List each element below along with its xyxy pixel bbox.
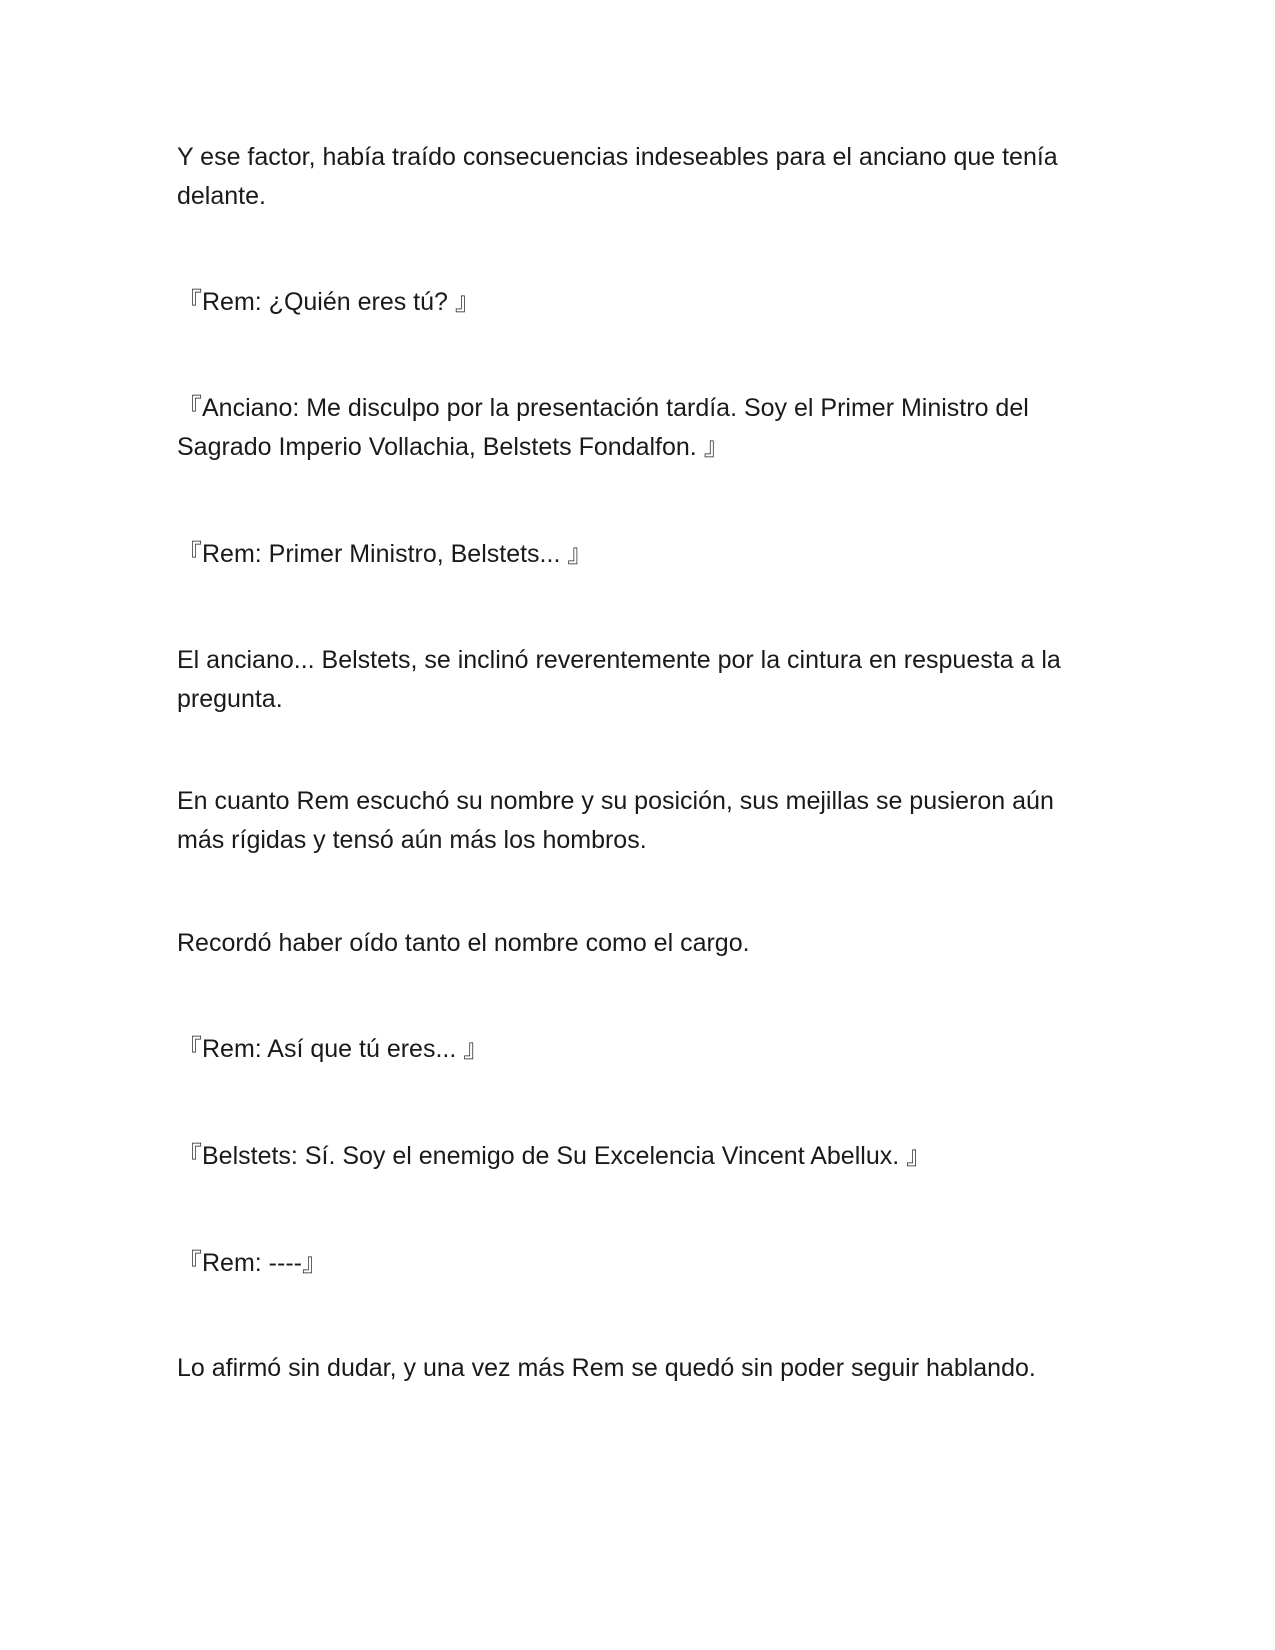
paragraph-narration: Lo afirmó sin dudar, y una vez más Rem se quedó sin poder seguir hablando. bbox=[177, 1354, 1036, 1382]
paragraph-dialogue: 『Rem: Así que tú eres... 』 bbox=[177, 1035, 489, 1063]
paragraph-dialogue: 『Rem: Primer Ministro, Belstets... 』 bbox=[177, 540, 593, 568]
paragraph-dialogue: 『Rem: ¿Quién eres tú? 』 bbox=[177, 288, 480, 316]
paragraph-dialogue: 『Belstets: Sí. Soy el enemigo de Su Excelencia Vincent Abellux. 』 bbox=[177, 1142, 932, 1170]
paragraph-narration: Recordó haber oído tanto el nombre como el cargo. bbox=[177, 929, 750, 957]
paragraph-dialogue: 『Anciano: Me disculpo por la presentación tardía. Soy el Primer Ministro del Sagrado Imperio Vollachia, Belstets Fondalfon. 』 bbox=[177, 394, 1029, 461]
paragraph-narration: En cuanto Rem escuchó su nombre y su posición, sus mejillas se pusieron aún más rígidas y tensó aún más los hombros. bbox=[177, 787, 1054, 854]
paragraph-narration: El anciano... Belstets, se inclinó reverentemente por la cintura en respuesta a la pregunta. bbox=[177, 646, 1061, 713]
paragraph-narration: Y ese factor, había traído consecuencias indeseables para el anciano que tenía delante. bbox=[177, 143, 1058, 210]
paragraph-dialogue: 『Rem: ----』 bbox=[177, 1249, 327, 1277]
